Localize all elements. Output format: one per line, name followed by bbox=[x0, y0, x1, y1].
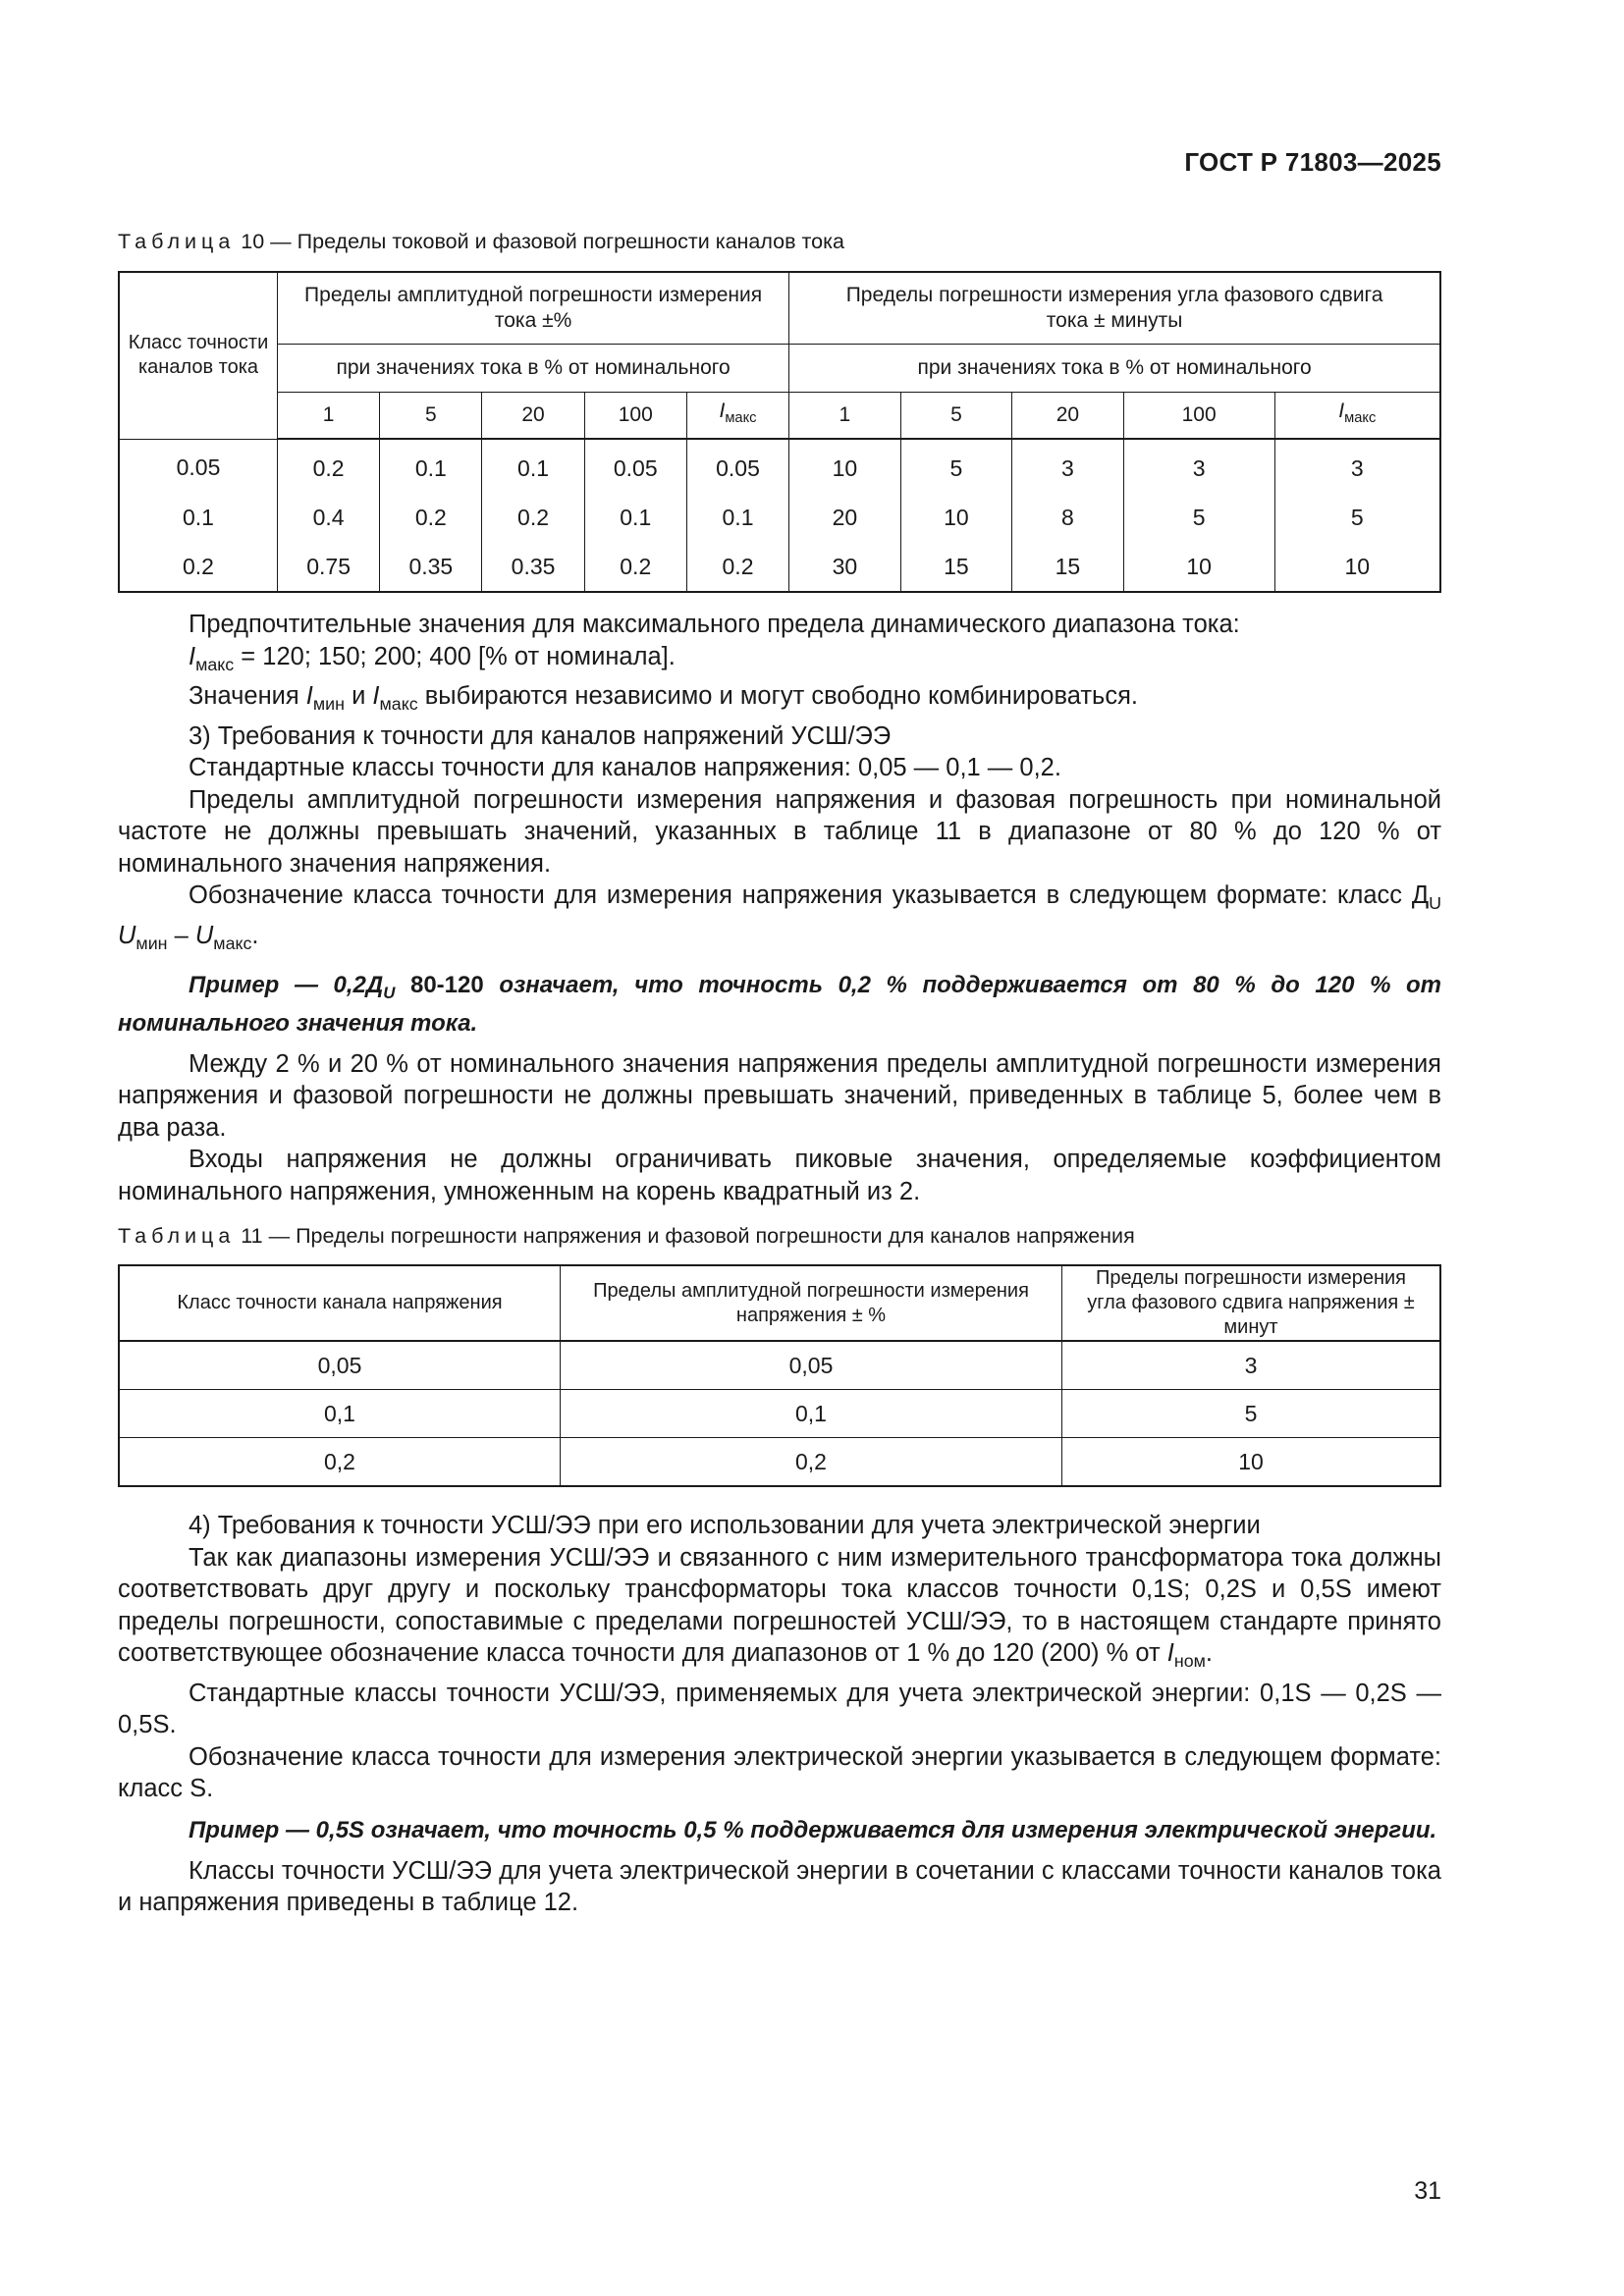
paragraph: Предпочтительные значения для максимального предела динамического диапазона тока: bbox=[189, 611, 1240, 638]
page-number: 31 bbox=[1414, 2177, 1441, 2205]
phase-cell: 10 bbox=[1123, 542, 1274, 592]
paragraph: Стандартные классы точности для каналов напряжения: 0,05 — 0,1 — 0,2. bbox=[189, 754, 1061, 782]
text-block-1 bbox=[118, 609, 1441, 1207]
subscript: мин bbox=[312, 694, 345, 715]
section-heading: 3) Требования к точности для каналов напряжений УСШ/ЭЭ bbox=[189, 721, 892, 750]
paragraph-text: выбираются независимо и могут свободно комбинироваться. bbox=[417, 682, 1138, 711]
table-row bbox=[119, 1390, 1440, 1438]
amplitude-subheader: при значениях тока в % от номинального bbox=[278, 345, 789, 393]
class-cell: 0.05 bbox=[119, 439, 278, 493]
paragraph: Входы напряжения не должны ограничивать пиковые значения, определяемые коэффициентом номинального напряжения, умноженным на корень квадратный из 2. bbox=[118, 1146, 1441, 1205]
table-cell: 0,05 bbox=[119, 1341, 561, 1390]
subscript: U bbox=[383, 983, 396, 1002]
table-cell: 10 bbox=[1062, 1438, 1441, 1487]
class-cell: 0.2 bbox=[119, 542, 278, 592]
phase-error-header: Пределы погрешности измерения угла фазового сдвига тока ± минуты bbox=[789, 272, 1440, 345]
imax-point-header bbox=[1274, 393, 1440, 440]
table11-caption-text: 11 — Пределы погрешности напряжения и фазовой погрешности для каналов напряжения bbox=[241, 1224, 1135, 1248]
phase-cell: 30 bbox=[789, 542, 901, 592]
phase-cell: 10 bbox=[900, 493, 1012, 542]
text-block-2 bbox=[118, 1510, 1441, 1919]
phase-cell: 10 bbox=[789, 439, 901, 493]
phase-cell: 15 bbox=[1012, 542, 1124, 592]
table-row bbox=[119, 439, 1440, 493]
table11-caption-word: Таблица bbox=[118, 1224, 236, 1248]
paragraph: Классы точности УСШ/ЭЭ для учета электрической энергии в сочетании с классами точности каналов тока и напряжения приведены в таблице 12. bbox=[118, 1856, 1441, 1917]
paragraph-text: = 120; 150; 200; 400 [% от номинала]. bbox=[234, 642, 676, 670]
phase-cell: 5 bbox=[1123, 493, 1274, 542]
i-symbol: I bbox=[1166, 1639, 1174, 1667]
example-text: означает, что точность 0,5 % поддерживается для измерения электрической энергии. bbox=[364, 1816, 1437, 1843]
percent-point-header: 20 bbox=[1012, 393, 1124, 440]
paragraph-text: Обозначение класса точности для измерения напряжения указывается в следующем формате: класс Д bbox=[189, 881, 1430, 910]
phase-cell: 3 bbox=[1012, 439, 1124, 493]
t11-header-amplitude: Пределы амплитудной погрешности измерения напряжения ± % bbox=[561, 1265, 1062, 1341]
phase-subheader: при значениях тока в % от номинального bbox=[789, 345, 1440, 393]
amplitude-cell: 0.75 bbox=[278, 542, 380, 592]
percent-point-header: 100 bbox=[1123, 393, 1274, 440]
amplitude-cell: 0.2 bbox=[380, 493, 482, 542]
paragraph bbox=[118, 680, 1441, 721]
t11-header-phase: Пределы погрешности измерения угла фазового сдвига напряжения ± минут bbox=[1062, 1265, 1441, 1341]
table-cell: 5 bbox=[1062, 1390, 1441, 1438]
table-row bbox=[119, 493, 1440, 542]
paragraph-text: Значения bbox=[189, 682, 306, 711]
table-cell: 0,1 bbox=[561, 1390, 1062, 1438]
paragraph: Между 2 % и 20 % от номинального значения напряжения пределы амплитудной погрешности измерения напряжения и фазовой погрешности не должны превышать значений, приведенных в таблице 5, более чем в два раза. bbox=[118, 1049, 1441, 1142]
amplitude-cell: 0.05 bbox=[584, 439, 686, 493]
subscript: макс bbox=[379, 694, 418, 715]
amplitude-cell: 0.2 bbox=[278, 439, 380, 493]
paragraph bbox=[118, 1542, 1441, 1678]
percent-point-header: 5 bbox=[380, 393, 482, 440]
phase-cell: 8 bbox=[1012, 493, 1124, 542]
paragraph bbox=[118, 641, 1441, 681]
table-11 bbox=[118, 1264, 1441, 1487]
example-code: 80-120 bbox=[395, 971, 484, 998]
paragraph: Обозначение класса точности для измерения электрической энергии указывается в следующем формате: класс S. bbox=[118, 1742, 1441, 1803]
example-label: Пример — 0,5S bbox=[189, 1816, 365, 1843]
subscript: мин bbox=[135, 934, 168, 954]
i-symbol: I bbox=[372, 682, 380, 711]
table10-caption-word: Таблица bbox=[118, 230, 236, 253]
subscript: ном bbox=[1173, 1651, 1206, 1672]
amplitude-cell: 0.35 bbox=[380, 542, 482, 592]
percent-point-header: 1 bbox=[789, 393, 901, 440]
paragraph-text: и bbox=[344, 682, 373, 711]
imax-symbol: I bbox=[189, 642, 196, 670]
table-cell: 0,2 bbox=[561, 1438, 1062, 1487]
table-cell: 0,2 bbox=[119, 1438, 561, 1487]
example-text: означает, что точность 0,2 % поддерживается от 80 % до 120 % от номинального значения тока. bbox=[118, 971, 1442, 1037]
period: . bbox=[1205, 1639, 1213, 1667]
percent-point-header: 1 bbox=[278, 393, 380, 440]
phase-cell: 3 bbox=[1274, 439, 1440, 493]
phase-cell: 5 bbox=[1274, 493, 1440, 542]
table10-caption-text: 10 — Пределы токовой и фазовой погрешности каналов тока bbox=[241, 230, 844, 253]
u-symbol: U bbox=[194, 922, 214, 950]
u-symbol: U bbox=[118, 922, 136, 950]
table10-caption bbox=[118, 230, 844, 254]
percent-point-header: 100 bbox=[584, 393, 686, 440]
imax-symbol: I bbox=[1338, 400, 1345, 423]
imax-point-header bbox=[686, 393, 788, 440]
percent-point-header: 20 bbox=[482, 393, 584, 440]
amplitude-cell: 0.1 bbox=[482, 439, 584, 493]
class-column-header: Класс точности каналов тока bbox=[119, 272, 278, 439]
amplitude-cell: 0.2 bbox=[482, 493, 584, 542]
imax-subscript: макс bbox=[1344, 410, 1377, 427]
table11-caption bbox=[118, 1224, 1135, 1249]
paragraph bbox=[118, 880, 1441, 959]
document-code: ГОСТ Р 71803—2025 bbox=[1184, 147, 1441, 177]
class-cell: 0.1 bbox=[119, 493, 278, 542]
imax-symbol: I bbox=[719, 400, 726, 423]
amplitude-cell: 0.1 bbox=[686, 493, 788, 542]
amplitude-cell: 0.4 bbox=[278, 493, 380, 542]
phase-cell: 10 bbox=[1274, 542, 1440, 592]
dash: – bbox=[167, 922, 195, 950]
amplitude-cell: 0.05 bbox=[686, 439, 788, 493]
paragraph: Пределы амплитудной погрешности измерения напряжения и фазовая погрешность при номинальной частоте не должны превышать значений, указанных в таблице 11 в диапазоне от 80 % до 120 % от номинального значения напряжения. bbox=[118, 785, 1441, 878]
i-symbol: I bbox=[305, 682, 313, 711]
amplitude-cell: 0.2 bbox=[584, 542, 686, 592]
period: . bbox=[251, 922, 259, 950]
phase-cell: 3 bbox=[1123, 439, 1274, 493]
table-row bbox=[119, 1341, 1440, 1390]
example-note bbox=[118, 1815, 1441, 1845]
subscript: макс bbox=[213, 934, 252, 954]
imax-subscript: макс bbox=[195, 654, 235, 674]
imax-subscript: макс bbox=[725, 410, 757, 427]
table-10 bbox=[118, 271, 1441, 593]
example-note bbox=[118, 970, 1441, 1039]
table-row bbox=[119, 1438, 1440, 1487]
phase-cell: 20 bbox=[789, 493, 901, 542]
paragraph-text: Так как диапазоны измерения УСШ/ЭЭ и связанного с ним измерительного трансформатора тока должны соответствовать друг другу и поскольку трансформаторы тока классов точности 0,1S; 0,2S и 0,5S имеют пределы погрешности, сопоставимые с пределами погрешностей УСШ/ЭЭ, то в настоящем стандарте принято соответствующее обозначение класса точности для диапазонов от 1 % до 120 (200) % от bbox=[118, 1543, 1441, 1667]
amplitude-cell: 0.1 bbox=[380, 439, 482, 493]
amplitude-cell: 0.1 bbox=[584, 493, 686, 542]
table-row bbox=[119, 542, 1440, 592]
example-label: Пример — 0,2Д bbox=[189, 971, 384, 998]
amplitude-cell: 0.2 bbox=[686, 542, 788, 592]
subscript: U bbox=[1429, 893, 1441, 914]
section-heading: 4) Требования к точности УСШ/ЭЭ при его использовании для учета электрической энергии bbox=[189, 1512, 1261, 1539]
percent-point-header: 5 bbox=[900, 393, 1012, 440]
phase-cell: 5 bbox=[900, 439, 1012, 493]
phase-cell: 15 bbox=[900, 542, 1012, 592]
table-cell: 3 bbox=[1062, 1341, 1441, 1390]
table-cell: 0,05 bbox=[561, 1341, 1062, 1390]
amplitude-error-header: Пределы амплитудной погрешности измерения тока ±% bbox=[278, 272, 789, 345]
paragraph: Стандартные классы точности УСШ/ЭЭ, применяемых для учета электрической энергии: 0,1S — 0,2S — 0,5S. bbox=[118, 1679, 1441, 1739]
t11-header-class: Класс точности канала напряжения bbox=[119, 1265, 561, 1341]
table-cell: 0,1 bbox=[119, 1390, 561, 1438]
amplitude-cell: 0.35 bbox=[482, 542, 584, 592]
